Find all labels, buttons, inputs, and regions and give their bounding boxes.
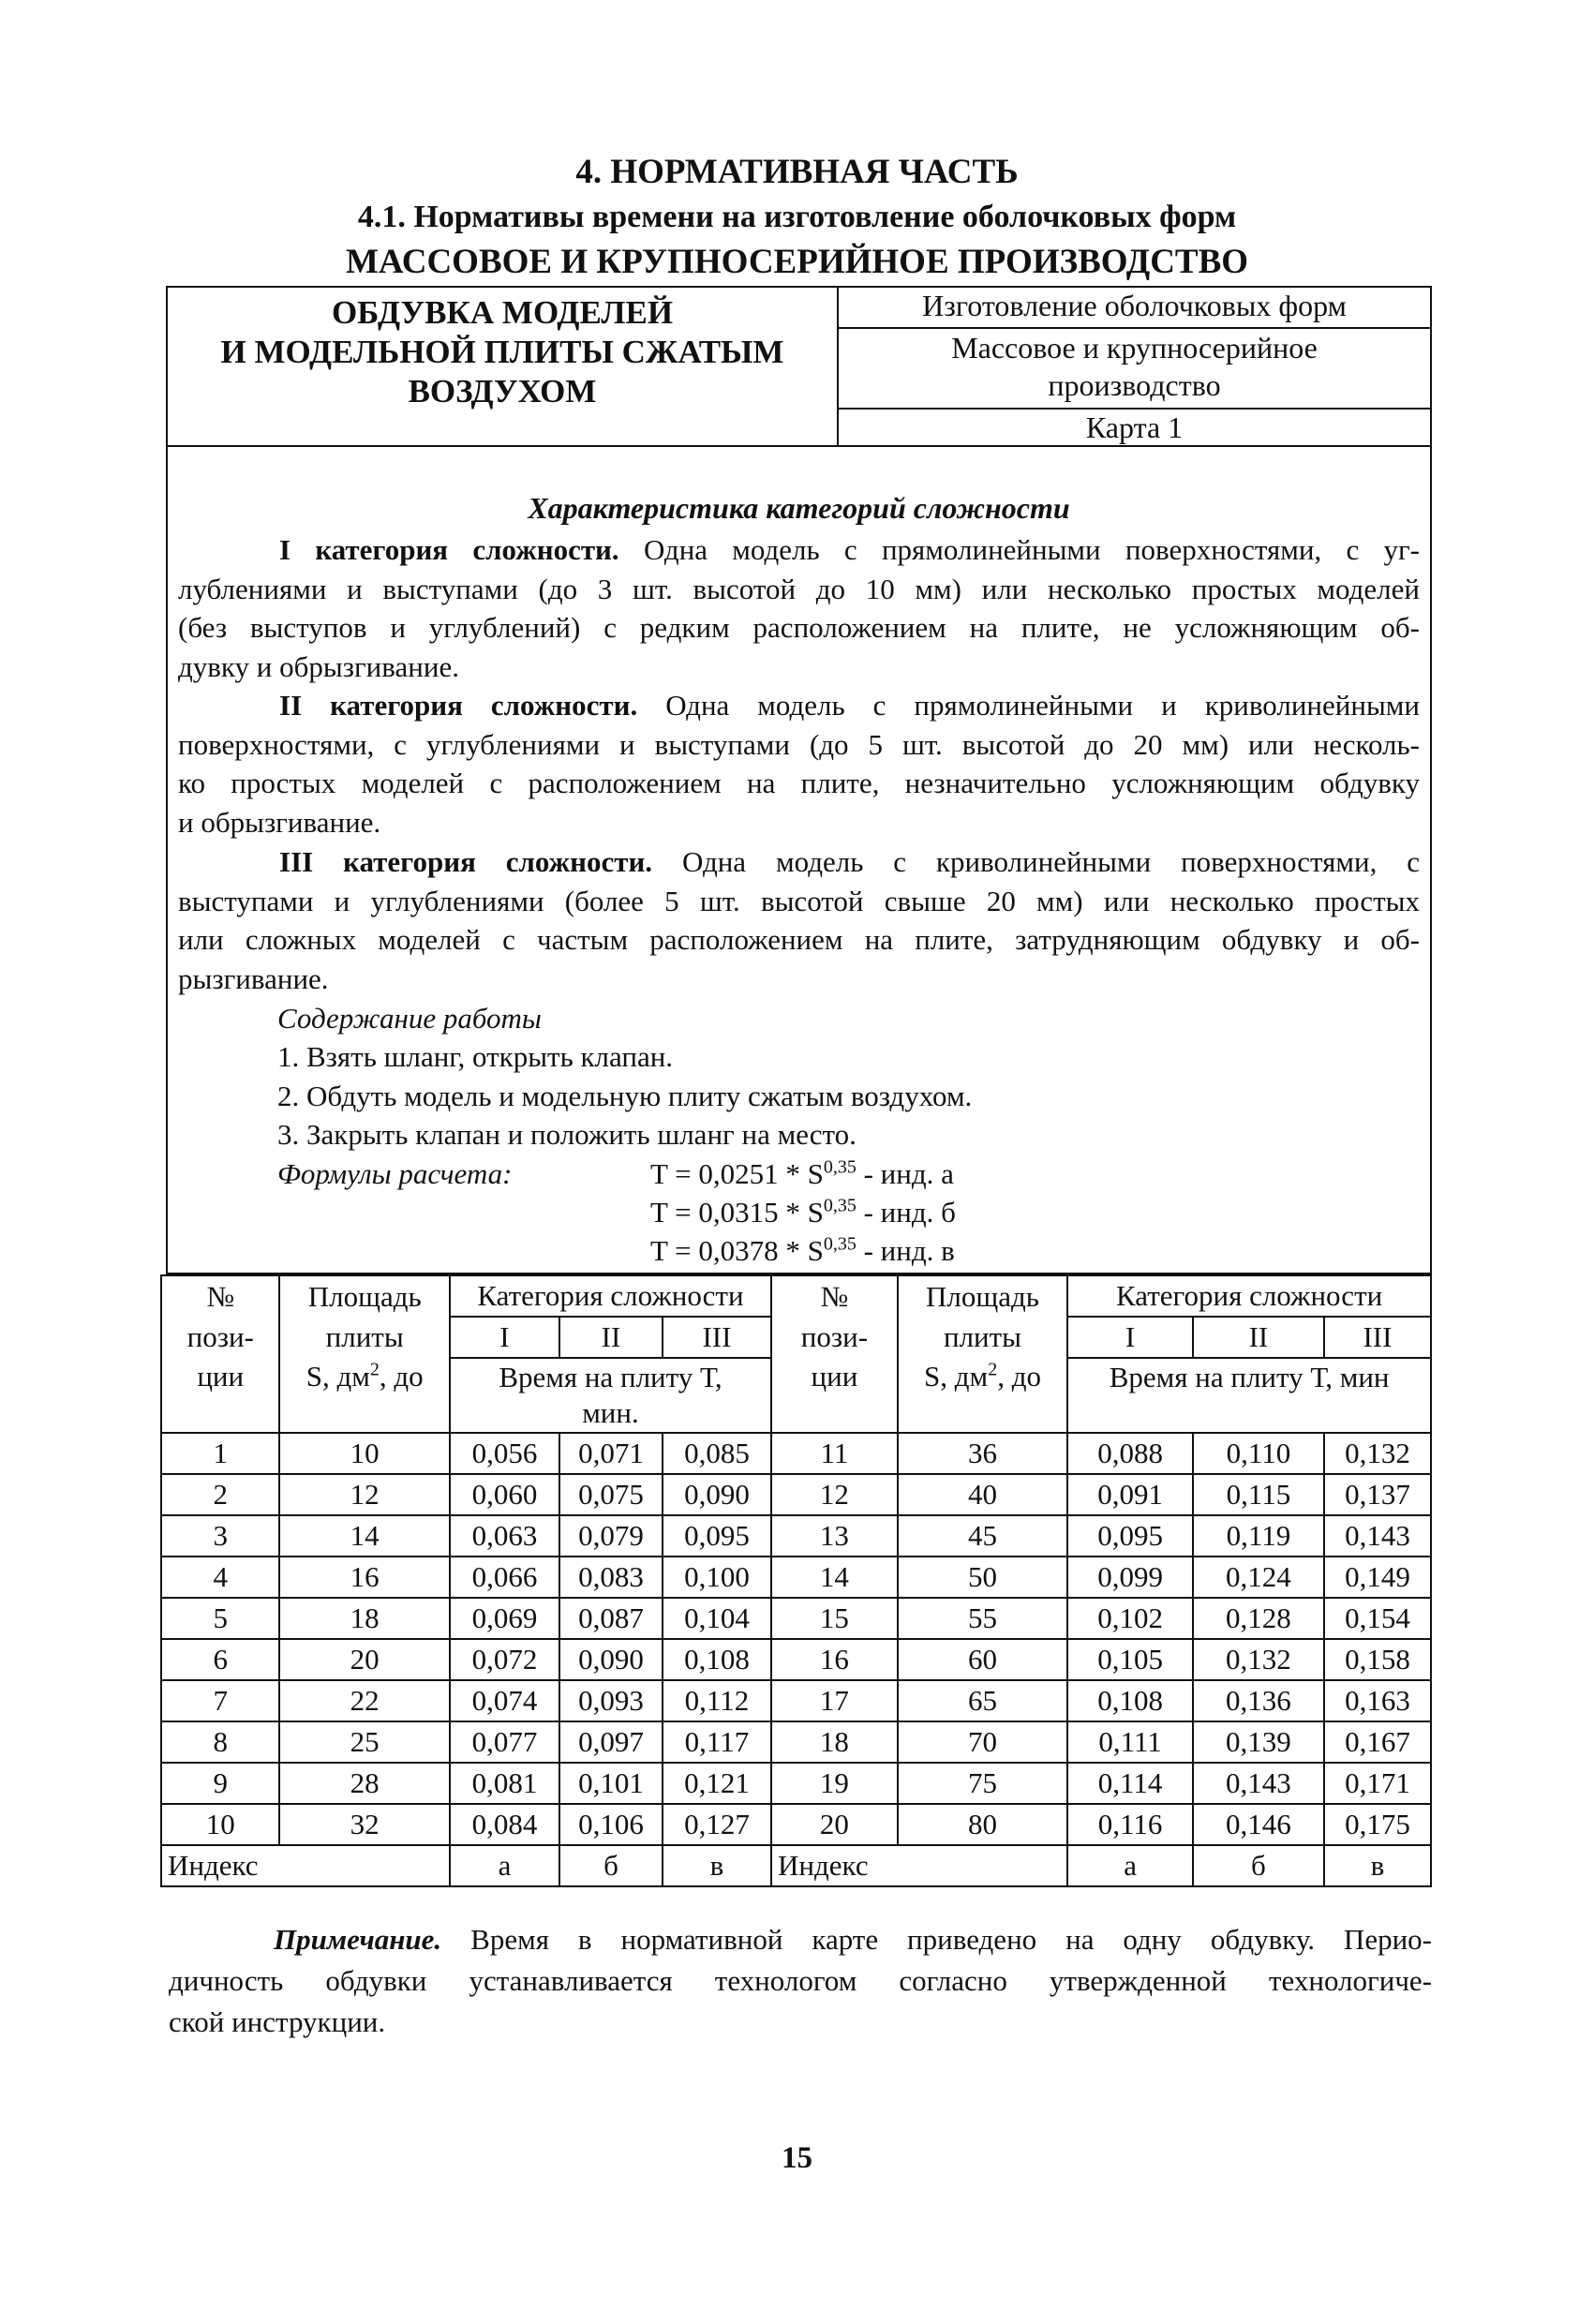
table-cell: 0,163: [1324, 1680, 1431, 1721]
category-3-line: или сложных моделей с частым расположением на плите, затрудняющим обдувку и об-: [178, 923, 1420, 956]
table-cell: 0,099: [1067, 1557, 1193, 1598]
card-production: [839, 329, 1430, 408]
table-cell: 0,115: [1193, 1474, 1324, 1515]
category-1-description: [178, 530, 1420, 686]
document-heading: [0, 150, 1594, 285]
card-title-line: И МОДЕЛЬНОЙ ПЛИТЫ СЖАТЫМ: [220, 334, 784, 370]
card-title-line: ОБДУВКА МОДЕЛЕЙ: [331, 294, 674, 331]
table-cell: 0,128: [1193, 1598, 1324, 1639]
table-row: [161, 1515, 1431, 1557]
header-time-left: [450, 1358, 771, 1433]
index-value: в: [1324, 1845, 1431, 1886]
header-area: плиты: [898, 1317, 1067, 1358]
category-1-line: Одна модель с прямолинейными поверхностями, с уг-: [643, 533, 1421, 566]
card-info: [839, 288, 1430, 445]
table-cell: 36: [898, 1433, 1067, 1474]
table-cell: 0,121: [663, 1763, 771, 1804]
table-cell: 40: [898, 1474, 1067, 1515]
table-cell: 0,087: [559, 1598, 663, 1639]
card-header: [166, 286, 1432, 447]
category-1-line: (без выступов и углублений) с редким расположением на плите, не усложняющим об-: [178, 611, 1420, 644]
table-cell: 14: [279, 1515, 449, 1557]
table-cell: 2: [161, 1474, 279, 1515]
table-cell: 0,116: [1067, 1804, 1193, 1845]
table-cell: 0,069: [450, 1598, 559, 1639]
table-cell: 16: [771, 1639, 898, 1680]
table-cell: 0,056: [450, 1433, 559, 1474]
category-3-line: Одна модель с криволинейными поверхностями, с: [681, 845, 1421, 878]
table-header-row: [161, 1317, 1431, 1358]
category-1-line: дувку и обрызгивание.: [178, 649, 459, 683]
table-cell: 0,127: [663, 1804, 771, 1845]
formulas: [650, 1155, 956, 1270]
table-row: [161, 1598, 1431, 1639]
table-cell: 0,108: [663, 1639, 771, 1680]
table-cell: 60: [898, 1639, 1067, 1680]
table-row: [161, 1804, 1431, 1845]
table-cell: 25: [279, 1721, 449, 1763]
table-cell: 0,143: [1193, 1763, 1324, 1804]
table-row: [161, 1639, 1431, 1680]
table-cell: 0,111: [1067, 1721, 1193, 1763]
table-cell: 12: [279, 1474, 449, 1515]
page-number: 15: [782, 2141, 812, 2175]
table-cell: 0,074: [450, 1680, 559, 1721]
index-value: а: [450, 1845, 559, 1886]
table-cell: 0,088: [1067, 1433, 1193, 1474]
table-cell: 0,095: [663, 1515, 771, 1557]
table-cell: 0,101: [559, 1763, 663, 1804]
table-cell: 0,071: [559, 1433, 663, 1474]
header-roman: I: [1067, 1317, 1193, 1358]
category-2-label: II категория сложности.: [279, 689, 638, 722]
table-cell: 14: [771, 1557, 898, 1598]
table-cell: 0,066: [450, 1557, 559, 1598]
complexity-title: Характеристика категорий сложности: [528, 491, 1070, 525]
header-roman: II: [559, 1317, 663, 1358]
formulas-label: Формулы расчета:: [277, 1157, 513, 1190]
table-cell: 0,102: [1067, 1598, 1193, 1639]
table-cell: 75: [898, 1763, 1067, 1804]
note-line: ской инструкции.: [169, 2005, 386, 2038]
table-cell: 0,075: [559, 1474, 663, 1515]
index-value: а: [1067, 1845, 1193, 1886]
header-roman: II: [1193, 1317, 1324, 1358]
work-step: 2. Обдуть модель и модельную плиту сжатым воздухом.: [277, 1079, 973, 1112]
work-step: 1. Взять шланг, открыть клапан.: [277, 1040, 674, 1073]
card-number: Карта 1: [839, 408, 1430, 447]
table-cell: 22: [279, 1680, 449, 1721]
table-cell: 15: [771, 1598, 898, 1639]
table-cell: 0,079: [559, 1515, 663, 1557]
table-cell: 32: [279, 1804, 449, 1845]
category-2-line: Одна модель с прямолинейными и криволинейными: [665, 689, 1420, 722]
header-area: S, $дм^2$, до: [898, 1358, 1067, 1433]
header-no: ции: [161, 1358, 279, 1433]
table-cell: 0,136: [1193, 1680, 1324, 1721]
table-cell: 10: [279, 1433, 449, 1474]
header-no: пози-: [771, 1317, 898, 1358]
card-title: [168, 288, 839, 445]
table-cell: 18: [279, 1598, 449, 1639]
table-body: [161, 1433, 1431, 1845]
table-cell: 0,132: [1193, 1639, 1324, 1680]
index-value: в: [663, 1845, 771, 1886]
table-row: [161, 1433, 1431, 1474]
table-header-row: [161, 1358, 1431, 1398]
header-roman: III: [1324, 1317, 1431, 1358]
table-cell: 0,154: [1324, 1598, 1431, 1639]
header-category: Категория сложности: [450, 1275, 771, 1317]
table-cell: 0,093: [559, 1680, 663, 1721]
table-cell: 0,117: [663, 1721, 771, 1763]
table-cell: 0,063: [450, 1515, 559, 1557]
index-value: б: [1193, 1845, 1324, 1886]
index-value: б: [559, 1845, 663, 1886]
table-cell: 50: [898, 1557, 1067, 1598]
category-1-label: I категория сложности.: [279, 533, 619, 566]
note-line: Время в нормативной карте приведено на одну обдувку. Перио-: [470, 1923, 1432, 1956]
section-title: 4. НОРМАТИВНАЯ ЧАСТЬ: [575, 153, 1019, 191]
table-cell: 0,077: [450, 1721, 559, 1763]
header-roman: I: [450, 1317, 559, 1358]
table-cell: 55: [898, 1598, 1067, 1639]
table-cell: 0,084: [450, 1804, 559, 1845]
header-no: №: [161, 1275, 279, 1317]
card-production-line: Массовое и крупносерийное: [951, 331, 1318, 365]
table-cell: 0,139: [1193, 1721, 1324, 1763]
header-roman: III: [663, 1317, 771, 1358]
table-cell: 7: [161, 1680, 279, 1721]
table-cell: 0,119: [1193, 1515, 1324, 1557]
table-cell: 1: [161, 1433, 279, 1474]
category-1-line: лублениями и выступами (до 3 шт. высотой до 10 мм) или несколько простых моделей: [178, 572, 1420, 605]
header-time-right-spacer: [1067, 1398, 1431, 1433]
table-cell: 0,143: [1324, 1515, 1431, 1557]
table-cell: 0,110: [1193, 1433, 1324, 1474]
header-time-right: Время на плиту Т, мин: [1067, 1358, 1431, 1398]
table-cell: 0,108: [1067, 1680, 1193, 1721]
table-cell: 0,085: [663, 1433, 771, 1474]
table-row: [161, 1557, 1431, 1598]
table-cell: 0,149: [1324, 1557, 1431, 1598]
table-cell: 3: [161, 1515, 279, 1557]
note-first-line: [274, 1919, 1432, 1960]
card-production-line: производство: [1048, 368, 1221, 402]
table-cell: 5: [161, 1598, 279, 1639]
table-cell: 0,081: [450, 1763, 559, 1804]
table-cell: 0,090: [559, 1639, 663, 1680]
header-no: ции: [771, 1358, 898, 1433]
table-cell: 0,167: [1324, 1721, 1431, 1763]
formula-b: T = 0,0315 * S$^{0,35}$ - инд. б: [650, 1195, 956, 1229]
header-area: Площадь: [279, 1275, 449, 1317]
table-cell: 0,175: [1324, 1804, 1431, 1845]
work-title: Содержание работы: [277, 1002, 542, 1035]
table-cell: 0,124: [1193, 1557, 1324, 1598]
table-row: [161, 1474, 1431, 1515]
note-label: Примечание.: [274, 1923, 442, 1956]
table-cell: 8: [161, 1721, 279, 1763]
table-index-row: [161, 1845, 1431, 1886]
note-text: [169, 1960, 1432, 2043]
table-cell: 0,083: [559, 1557, 663, 1598]
header-time-line: мин.: [582, 1396, 639, 1429]
table-cell: 0,112: [663, 1680, 771, 1721]
table-cell: 0,104: [663, 1598, 771, 1639]
table-cell: 0,095: [1067, 1515, 1193, 1557]
table-cell: 0,146: [1193, 1804, 1324, 1845]
table-cell: 20: [279, 1639, 449, 1680]
table-cell: 10: [161, 1804, 279, 1845]
header-time-line: Время на плиту Т,: [499, 1361, 723, 1393]
table-cell: 0,158: [1324, 1639, 1431, 1680]
table-cell: 6: [161, 1639, 279, 1680]
table-cell: 0,072: [450, 1639, 559, 1680]
index-label: Индекс: [771, 1845, 1067, 1886]
table-cell: 4: [161, 1557, 279, 1598]
header-no: №: [771, 1275, 898, 1317]
category-3-line: рызгивание.: [178, 961, 329, 995]
header-area: плиты: [279, 1317, 449, 1358]
category-3-description: [178, 842, 1420, 998]
subsection-title: 4.1. Нормативы времени на изготовление оболочковых форм: [357, 200, 1237, 234]
table-cell: 0,171: [1324, 1763, 1431, 1804]
table-cell: 9: [161, 1763, 279, 1804]
category-3-line: выступами и углублениями (более 5 шт. высотой свыше 20 мм) или несколько простых: [178, 884, 1420, 917]
table-cell: 45: [898, 1515, 1067, 1557]
note-line: дичность обдувки устанавливается технологом согласно утвержденной технологиче-: [169, 1964, 1432, 1997]
header-no: пози-: [161, 1317, 279, 1358]
table-row: [161, 1721, 1431, 1763]
category-2-line: поверхностями, с углублениями и выступами (до 5 шт. высотой до 20 мм) или несколь-: [178, 727, 1420, 761]
table-cell: 19: [771, 1763, 898, 1804]
table-cell: 0,100: [663, 1557, 771, 1598]
table-cell: 65: [898, 1680, 1067, 1721]
header-category: Категория сложности: [1067, 1275, 1431, 1317]
table-cell: 17: [771, 1680, 898, 1721]
table-cell: 12: [771, 1474, 898, 1515]
table-cell: 13: [771, 1515, 898, 1557]
production-title: МАССОВОЕ И КРУПНОСЕРИЙНОЕ ПРОИЗВОДСТВО: [345, 243, 1249, 281]
table-header-row: [161, 1275, 1431, 1317]
table-cell: 0,060: [450, 1474, 559, 1515]
table-row: [161, 1680, 1431, 1721]
table-cell: 0,137: [1324, 1474, 1431, 1515]
category-2-line: и обрызгивание.: [178, 805, 381, 839]
table-cell: 20: [771, 1804, 898, 1845]
table-cell: 28: [279, 1763, 449, 1804]
table-cell: 70: [898, 1721, 1067, 1763]
header-area: Площадь: [898, 1275, 1067, 1317]
work-steps: [277, 1037, 972, 1155]
formula-c: T = 0,0378 * S$^{0,35}$ - инд. в: [650, 1233, 955, 1267]
index-label: Индекс: [161, 1845, 450, 1886]
table-cell: 16: [279, 1557, 449, 1598]
card-process: Изготовление оболочковых форм: [839, 288, 1430, 329]
category-2-description: [178, 686, 1420, 842]
table-cell: 0,106: [559, 1804, 663, 1845]
table-row: [161, 1763, 1431, 1804]
table-cell: 0,090: [663, 1474, 771, 1515]
card-title-line: ВОЗДУХОМ: [408, 373, 597, 410]
header-area: S, $дм^2$, до: [279, 1358, 449, 1433]
table-cell: 0,097: [559, 1721, 663, 1763]
table-cell: 0,132: [1324, 1433, 1431, 1474]
table-cell: 0,091: [1067, 1474, 1193, 1515]
category-2-line: ко простых моделей с расположением на плите, незначительно усложняющим обдувку: [178, 767, 1420, 799]
table-cell: 0,105: [1067, 1639, 1193, 1680]
table-cell: 0,114: [1067, 1763, 1193, 1804]
table-cell: 18: [771, 1721, 898, 1763]
formula-a: T = 0,0251 * S$^{0,35}$ - инд. а: [650, 1156, 954, 1190]
category-3-label: III категория сложности.: [279, 845, 653, 878]
table-cell: 80: [898, 1804, 1067, 1845]
norms-table: [160, 1274, 1432, 1887]
table-cell: 11: [771, 1433, 898, 1474]
work-step: 3. Закрыть клапан и положить шланг на место.: [277, 1118, 857, 1151]
